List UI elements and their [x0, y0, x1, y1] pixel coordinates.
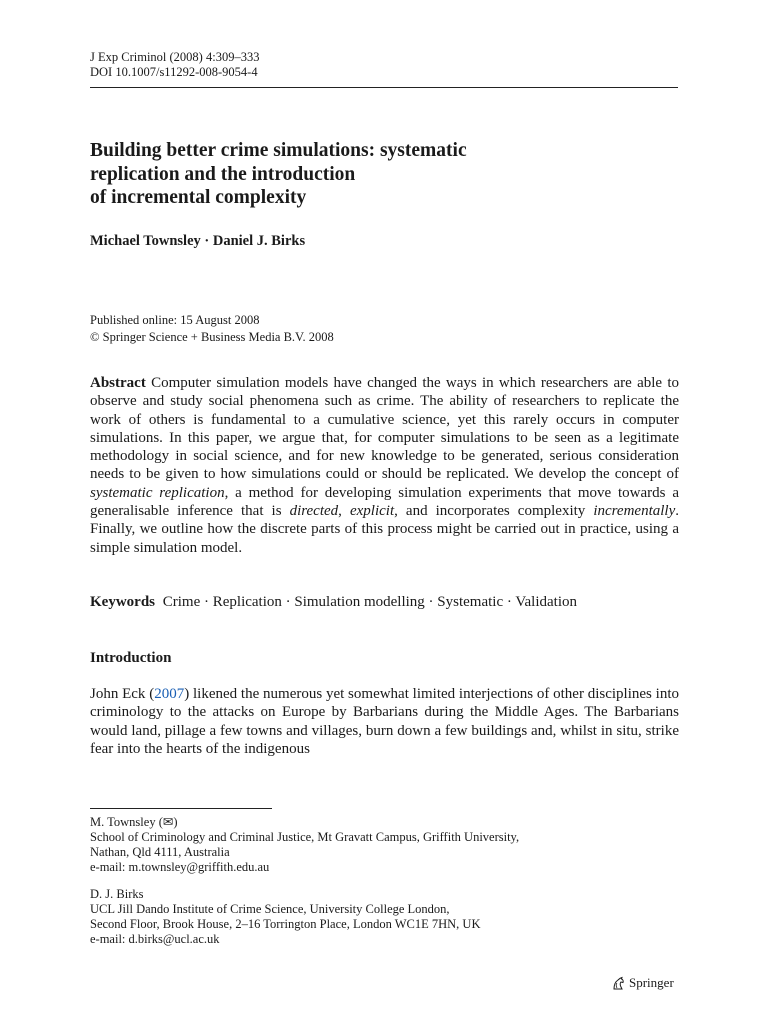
abstract-label: Abstract	[90, 375, 146, 391]
springer-horse-icon	[611, 976, 625, 991]
title-line: replication and the introduction	[90, 163, 356, 185]
author-address: Second Floor, Brook House, 2–16 Torrington Place, London WC1E 7HN, UK	[90, 917, 481, 931]
title-line: Building better crime simulations: systematic	[90, 140, 467, 161]
keywords-text: Crime · Replication · Simulation modelling · Systematic · Validation	[162, 594, 577, 610]
body-text: ) likened the numerous yet somewhat limited interjections of other disciplines into criminology to the attacks on Europe by Barbarians during the Middle Ages. The Barbarians would land, pillage a few towns and villages, burn down a few buildings and, whilst in situ, strike fear into the hearts of the indigenous	[90, 686, 679, 757]
journal-header	[90, 50, 259, 80]
header-rule	[90, 87, 678, 88]
author-name: D. J. Birks	[90, 887, 144, 901]
abstract-text: , a method for developing simulation experiments that move towards a generalisable inference that is	[90, 484, 679, 520]
publisher-logo	[611, 975, 674, 991]
author-email[interactable]: e-mail: m.townsley@griffith.edu.au	[90, 860, 270, 874]
footnote-rule	[90, 808, 272, 809]
title-line: of incremental complexity	[90, 187, 307, 208]
abstract-emphasis: incrementally	[593, 503, 676, 520]
copyright: © Springer Science + Business Media B.V. 2008	[90, 329, 334, 344]
author-name: M. Townsley (✉)	[90, 815, 178, 829]
publisher-name: Springer	[629, 975, 674, 990]
body-text: John Eck (	[90, 686, 155, 702]
abstract-text: , and incorporates complexity	[394, 503, 594, 520]
keywords	[90, 594, 577, 611]
journal-citation: J Exp Criminol (2008) 4:309–333	[90, 50, 260, 64]
paper-title	[90, 139, 610, 210]
author-affiliation: UCL Jill Dando Institute of Crime Science, University College London,	[90, 902, 450, 916]
abstract-text: . Finally, we outline how the discrete parts of this process might be carried out in practice, using a simple simulation model.	[90, 503, 679, 556]
abstract-text: Computer simulation models have changed the ways in which researchers are able to observe and study social phenomena such as crime. The ability of researchers to replicate the work of others is fundamental to a cumulative science, yet this rarely occurs in computer simulations. In this paper, we argue that, for computer simulations to be seen as a legitimate methodology in social science, and for new knowledge to be generated, serious consideration needs to be given to how simulations could or should be replicated. We develop the concept of	[90, 375, 679, 483]
publication-info	[90, 312, 334, 345]
doi[interactable]: DOI 10.1007/s11292-008-9054-4	[90, 65, 258, 79]
abstract-emphasis: systematic replication	[90, 484, 225, 501]
abstract-text: ,	[338, 503, 350, 520]
author-affiliation: School of Criminology and Criminal Justice, Mt Gravatt Campus, Griffith University,	[90, 830, 520, 844]
published-date: Published online: 15 August 2008	[90, 313, 260, 327]
author-email[interactable]: e-mail: d.birks@ucl.ac.uk	[90, 932, 220, 946]
author-address: Nathan, Qld 4111, Australia	[90, 845, 230, 859]
citation-link[interactable]: 2007	[154, 686, 185, 702]
introduction-paragraph	[90, 685, 679, 758]
author-footnote-birks	[90, 887, 481, 947]
authors: Michael Townsley · Daniel J. Birks	[90, 233, 306, 249]
abstract-emphasis: directed	[289, 503, 339, 520]
abstract	[90, 374, 679, 557]
author-footnote-townsley	[90, 815, 519, 875]
abstract-emphasis: explicit	[349, 503, 395, 520]
keywords-label: Keywords	[90, 594, 155, 610]
section-heading-introduction: Introduction	[90, 650, 172, 666]
